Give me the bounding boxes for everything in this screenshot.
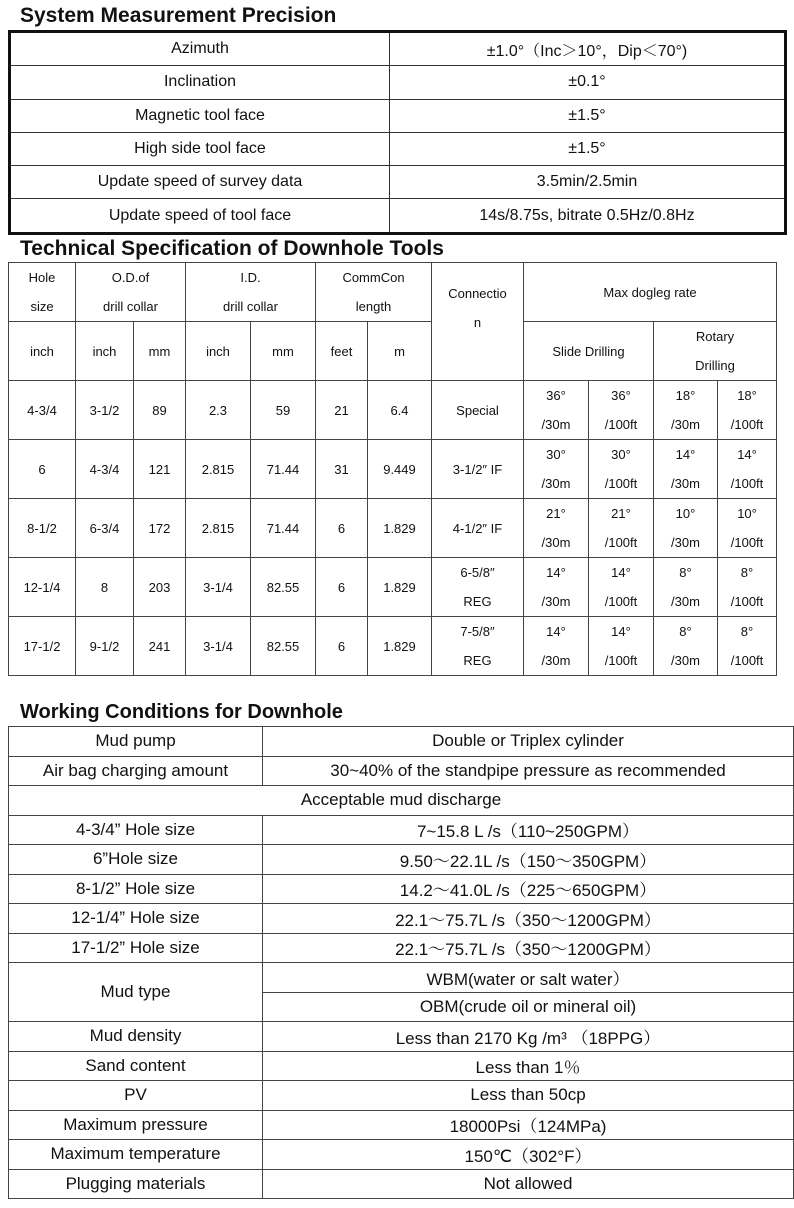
table-row <box>10 32 786 66</box>
cell-id-inch: 3-1/4 <box>186 617 251 676</box>
cell-id-inch: 2.815 <box>186 499 251 558</box>
table-row <box>9 1051 794 1081</box>
row-value: OBM(crude oil or mineral oil) <box>263 992 794 1022</box>
row-value: ±1.5° <box>390 132 786 165</box>
table-row <box>9 381 777 440</box>
row-label: 6”Hole size <box>9 845 263 875</box>
cell-slide-30m <box>524 617 589 676</box>
row-label: 12-1/4” Hole size <box>9 904 263 934</box>
cell-od-mm: 203 <box>134 558 186 617</box>
row-value: 9.50～22.1L /s（150～350GPM） <box>263 845 794 875</box>
row-value: 7~15.8 L /s（110~250GPM） <box>263 815 794 845</box>
cell-slide-100ft <box>589 499 654 558</box>
cell-slide-100ft <box>589 617 654 676</box>
header-text: length <box>355 299 392 314</box>
cell-slide-100ft <box>589 558 654 617</box>
cell-text: /100ft <box>604 653 638 668</box>
cell-text: /30m <box>671 653 700 668</box>
table-row <box>9 558 777 617</box>
cell-od-mm: 121 <box>134 440 186 499</box>
cell-text: REG <box>463 653 492 668</box>
row-label: Plugging materials <box>9 1169 263 1199</box>
row-value: ±1.0°（Inc＞10°，Dip＜70°) <box>390 32 786 66</box>
cell-text: /30m <box>671 476 700 491</box>
header-id <box>186 263 316 322</box>
section-title-working-conditions: Working Conditions for Downhole <box>20 701 343 723</box>
row-value: ±1.5° <box>390 99 786 132</box>
cell-text: 18° <box>737 388 757 403</box>
header-text: n <box>473 314 482 330</box>
header-text: size <box>30 299 54 314</box>
cell-slide-30m <box>524 440 589 499</box>
cell-od-mm: 89 <box>134 381 186 440</box>
row-value: ±0.1° <box>390 66 786 99</box>
cell-len-ft: 6 <box>316 499 368 558</box>
table-row <box>9 1140 794 1170</box>
cell-text: /100ft <box>730 417 764 432</box>
table-row <box>9 1169 794 1199</box>
row-label: Inclination <box>10 66 390 99</box>
row-label: Sand content <box>9 1051 263 1081</box>
row-label: Magnetic tool face <box>10 99 390 132</box>
cell-text: 6-5/8″ <box>460 565 495 580</box>
cell-len-ft: 6 <box>316 558 368 617</box>
cell-connection <box>432 381 524 440</box>
cell-rot-30m <box>654 499 718 558</box>
cell-text: 14° <box>546 565 566 580</box>
table-row <box>9 727 794 757</box>
header-text: Hole <box>28 270 56 285</box>
row-label: 8-1/2” Hole size <box>9 874 263 904</box>
cell-od-mm: 172 <box>134 499 186 558</box>
header-max-dogleg: Max dogleg rate <box>524 263 777 322</box>
row-label: PV <box>9 1081 263 1111</box>
row-value: Less than 50cp <box>263 1081 794 1111</box>
row-label: Air bag charging amount <box>9 756 263 786</box>
row-value: 150℃（302°F） <box>263 1140 794 1170</box>
cell-hole: 6 <box>9 440 76 499</box>
section-title-precision: System Measurement Precision <box>20 4 337 27</box>
unit-od-inch: inch <box>76 322 134 381</box>
cell-text: /100ft <box>730 653 764 668</box>
cell-text: /30m <box>671 417 700 432</box>
row-label: Update speed of survey data <box>10 166 390 199</box>
cell-rot-100ft <box>718 381 777 440</box>
table-row <box>9 815 794 845</box>
cell-len-m: 6.4 <box>368 381 432 440</box>
row-value: Not allowed <box>263 1169 794 1199</box>
table-row <box>9 1110 794 1140</box>
cell-hole: 17-1/2 <box>9 617 76 676</box>
unit-od-mm: mm <box>134 322 186 381</box>
cell-connection <box>432 499 524 558</box>
unit-len-m: m <box>368 322 432 381</box>
cell-text: 8° <box>740 565 754 580</box>
cell-rot-30m <box>654 617 718 676</box>
working-conditions-table <box>8 726 794 1199</box>
row-value: 22.1～75.7L /s（350～1200GPM） <box>263 904 794 934</box>
cell-text: 21° <box>611 506 631 521</box>
cell-text: /100ft <box>730 535 764 550</box>
cell-text: 8° <box>740 624 754 639</box>
row-label: Azimuth <box>10 32 390 66</box>
header-text: CommCon <box>342 270 405 285</box>
cell-text: /100ft <box>604 476 638 491</box>
row-value: 22.1～75.7L /s（350～1200GPM） <box>263 933 794 963</box>
table-row <box>9 499 777 558</box>
cell-rot-100ft <box>718 499 777 558</box>
cell-hole: 4-3/4 <box>9 381 76 440</box>
cell-od-inch: 8 <box>76 558 134 617</box>
cell-text: 18° <box>675 388 696 403</box>
cell-len-m: 1.829 <box>368 617 432 676</box>
cell-text: Special <box>456 402 499 418</box>
table-row <box>10 166 786 199</box>
cell-text: 36° <box>611 388 631 403</box>
table-row <box>9 933 794 963</box>
table-row <box>10 199 786 233</box>
cell-slide-30m <box>524 381 589 440</box>
cell-slide-30m <box>524 499 589 558</box>
cell-text: /30m <box>541 476 571 491</box>
header-text: Rotary <box>695 329 735 344</box>
cell-text: /100ft <box>730 476 764 491</box>
row-value: 3.5min/2.5min <box>390 166 786 199</box>
cell-od-mm: 241 <box>134 617 186 676</box>
cell-len-m: 9.449 <box>368 440 432 499</box>
table-row <box>10 99 786 132</box>
cell-connection <box>432 617 524 676</box>
cell-text: /30m <box>541 594 571 609</box>
table-row <box>9 1081 794 1111</box>
header-od <box>76 263 186 322</box>
row-label: Mud pump <box>9 727 263 757</box>
row-label: Mud density <box>9 1022 263 1052</box>
cell-text: 14° <box>675 447 696 462</box>
table-row <box>9 617 777 676</box>
row-label: Mud type <box>9 963 263 1022</box>
row-value: Less than 2170 Kg /m³ （18PPG） <box>263 1022 794 1052</box>
row-value: 18000Psi（124MPa) <box>263 1110 794 1140</box>
cell-text: 10° <box>737 506 757 521</box>
cell-od-inch: 3-1/2 <box>76 381 134 440</box>
cell-len-ft: 21 <box>316 381 368 440</box>
cell-text: /30m <box>541 417 571 432</box>
unit-id-inch: inch <box>186 322 251 381</box>
cell-text: /100ft <box>604 417 638 432</box>
row-value: Less than 1％ <box>263 1051 794 1081</box>
cell-len-m: 1.829 <box>368 558 432 617</box>
cell-rot-30m <box>654 558 718 617</box>
cell-text: /30m <box>541 535 571 550</box>
table-row <box>9 904 794 934</box>
cell-od-inch: 6-3/4 <box>76 499 134 558</box>
row-value: WBM(water or salt water） <box>263 963 794 993</box>
section-title-tech-spec: Technical Specification of Downhole Tools <box>20 237 444 260</box>
cell-len-m: 1.829 <box>368 499 432 558</box>
header-text: Connectio <box>448 285 507 301</box>
cell-text: 21° <box>546 506 566 521</box>
row-value: 30~40% of the standpipe pressure as recommended <box>263 756 794 786</box>
cell-rot-100ft <box>718 440 777 499</box>
discharge-header: Acceptable mud discharge <box>9 786 794 816</box>
row-label: Maximum temperature <box>9 1140 263 1170</box>
cell-rot-100ft <box>718 558 777 617</box>
cell-connection <box>432 558 524 617</box>
cell-hole: 12-1/4 <box>9 558 76 617</box>
cell-text: /100ft <box>604 594 638 609</box>
header-hole-size <box>9 263 76 322</box>
cell-text: 7-5/8″ <box>460 624 495 639</box>
cell-rot-30m <box>654 440 718 499</box>
cell-text: 14° <box>546 624 566 639</box>
header-text: Drilling <box>695 358 735 373</box>
table-row <box>9 440 777 499</box>
cell-text: 10° <box>675 506 696 521</box>
header-slide-drilling: Slide Drilling <box>524 322 654 381</box>
cell-id-mm: 82.55 <box>251 558 316 617</box>
table-row <box>9 1022 794 1052</box>
row-label: 4-3/4” Hole size <box>9 815 263 845</box>
row-label: 17-1/2” Hole size <box>9 933 263 963</box>
row-value: Double or Triplex cylinder <box>263 727 794 757</box>
cell-id-mm: 71.44 <box>251 499 316 558</box>
cell-text: 8° <box>679 624 692 639</box>
header-connection <box>432 263 524 381</box>
unit-hole-inch: inch <box>9 322 76 381</box>
cell-id-inch: 2.3 <box>186 381 251 440</box>
cell-id-inch: 2.815 <box>186 440 251 499</box>
table-row <box>9 845 794 875</box>
header-rotary-drilling <box>654 322 777 381</box>
cell-text: /100ft <box>604 535 638 550</box>
table-row <box>9 963 794 993</box>
cell-text: 36° <box>546 388 566 403</box>
row-value: 14.2～41.0L /s（225～650GPM） <box>263 874 794 904</box>
cell-id-mm: 59 <box>251 381 316 440</box>
header-commcon <box>316 263 432 322</box>
header-text: O.D.of <box>111 270 150 285</box>
row-value: 14s/8.75s, bitrate 0.5Hz/0.8Hz <box>390 199 786 233</box>
header-row <box>9 263 777 322</box>
cell-connection <box>432 440 524 499</box>
cell-slide-100ft <box>589 381 654 440</box>
cell-text: 14° <box>611 565 631 580</box>
header-row <box>9 322 777 381</box>
row-label: Update speed of tool face <box>10 199 390 233</box>
cell-text: 30° <box>546 447 566 462</box>
cell-od-inch: 9-1/2 <box>76 617 134 676</box>
table-row <box>9 874 794 904</box>
table-row <box>10 132 786 165</box>
precision-table <box>8 30 787 235</box>
unit-id-mm: mm <box>251 322 316 381</box>
table-row <box>10 66 786 99</box>
table-row <box>9 756 794 786</box>
cell-text: /30m <box>541 653 571 668</box>
cell-id-inch: 3-1/4 <box>186 558 251 617</box>
cell-rot-30m <box>654 381 718 440</box>
cell-id-mm: 82.55 <box>251 617 316 676</box>
cell-text: 14° <box>611 624 631 639</box>
cell-slide-30m <box>524 558 589 617</box>
cell-text: /100ft <box>730 594 764 609</box>
header-text: drill collar <box>223 299 278 314</box>
cell-text: 8° <box>679 565 692 580</box>
cell-len-ft: 6 <box>316 617 368 676</box>
cell-id-mm: 71.44 <box>251 440 316 499</box>
unit-len-feet: feet <box>316 322 368 381</box>
cell-len-ft: 31 <box>316 440 368 499</box>
cell-text: /30m <box>671 594 700 609</box>
cell-text: 30° <box>611 447 631 462</box>
header-text: I.D. <box>240 270 261 285</box>
cell-hole: 8-1/2 <box>9 499 76 558</box>
cell-text: 14° <box>737 447 757 462</box>
cell-rot-100ft <box>718 617 777 676</box>
cell-text: /30m <box>671 535 700 550</box>
cell-text: 3-1/2″ IF <box>452 461 503 477</box>
cell-text: REG <box>463 594 492 609</box>
tech-spec-table <box>8 262 777 676</box>
row-label: Maximum pressure <box>9 1110 263 1140</box>
cell-slide-100ft <box>589 440 654 499</box>
cell-text: 4-1/2″ IF <box>452 520 503 536</box>
header-text: drill collar <box>103 299 158 314</box>
table-row <box>9 786 794 816</box>
cell-od-inch: 4-3/4 <box>76 440 134 499</box>
row-label: High side tool face <box>10 132 390 165</box>
